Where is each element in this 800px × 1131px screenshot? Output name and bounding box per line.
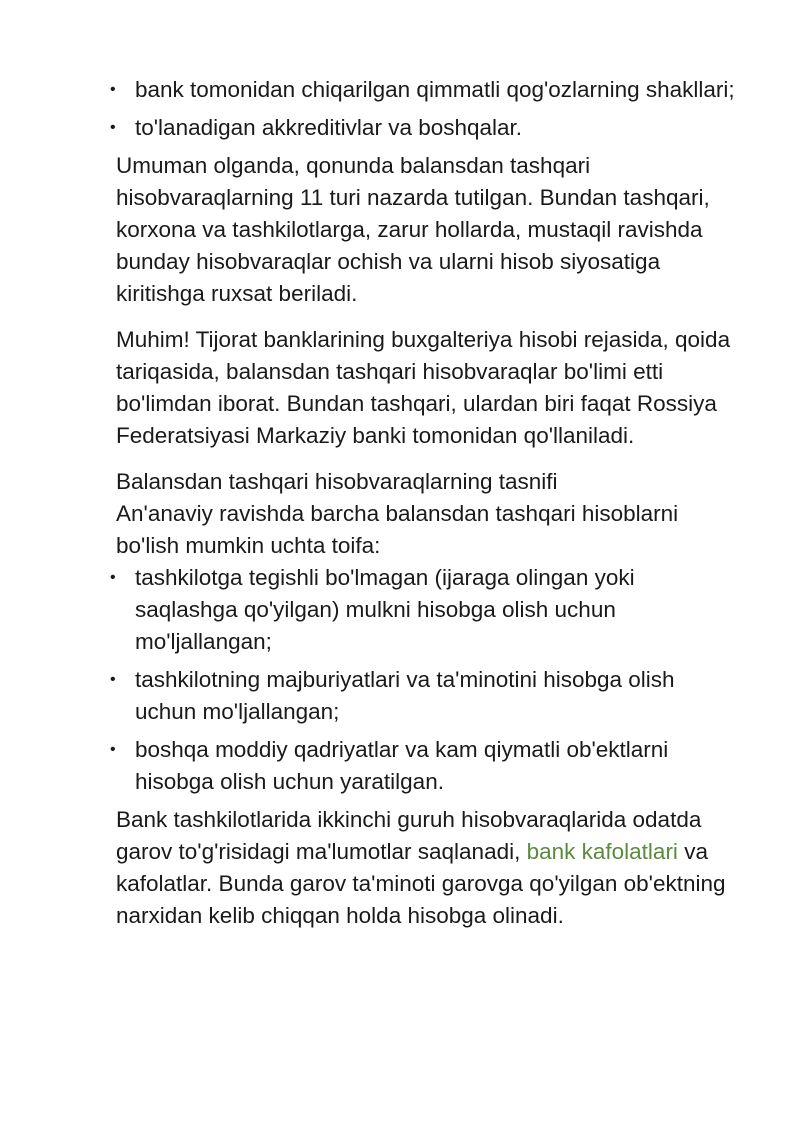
list-item-text: tashkilotga tegishli bo'lmagan (ijaraga olingan yoki saqlashga qo'yilgan) mulkni hisobga olish uchun mo'ljallangan; [135,565,635,654]
paragraph-bank-guarantees [116,804,740,932]
bullet-icon: • [110,119,116,136]
bullet-icon: • [110,569,116,586]
list-item-text: bank tomonidan chiqarilgan qimmatli qog'ozlarning shakllari; [135,77,735,102]
bank-guarantees-link[interactable]: bank kafolatlari [526,839,678,864]
category-bullet-list [110,562,740,798]
paragraph-categories-intro: An'anaviy ravishda barcha balansdan tashqari hisoblarni bo'lish mumkin uchta toifa: [116,501,679,558]
list-item-text: boshqa moddiy qadriyatlar va kam qiymatli ob'ektlarni hisobga olish uchun yaratilgan. [135,737,669,794]
list-item [110,112,740,144]
section-heading: Balansdan tashqari hisobvaraqlarning tasnifi [116,469,558,494]
paragraph-text-start: Bank tashkilotlarida ikkinchi guruh hisobvaraqlarida odatda garov to'g'risidagi ma'lumotlar saqlanadi, [116,807,702,864]
list-item-text: tashkilotning majburiyatlari va ta'minotini hisobga olish uchun mo'ljallangan; [135,667,675,724]
bullet-icon: • [110,741,116,758]
paragraph-accounts-count: Umuman olganda, qonunda balansdan tashqari hisobvaraqlarning 11 turi nazarda tutilgan. Bundan tashqari, korxona va tashkilotlarga, zarur hollarda, mustaqil ravishda bunday hisobvaraqlar ochish va ularni hisob siyosatiga kiritishga ruxsat beriladi. [116,153,710,306]
top-bullet-list [110,74,740,144]
list-item [110,562,740,658]
paragraph-text-end: va kafolatlar. Bunda garov ta'minoti garovga qo'yilgan ob'ektning narxidan kelib chiqqan holda hisobga olinadi. [116,839,726,928]
list-item-text: to'lanadigan akkreditivlar va boshqalar. [135,115,523,140]
list-item [110,664,740,728]
bullet-icon: • [110,671,116,688]
list-item [110,734,740,798]
paragraph-important-note: Muhim! Tijorat banklarining buxgalteriya hisobi rejasida, qoida tariqasida, balansdan tashqari hisobvaraqlar bo'limi etti bo'limdan iborat. Bundan tashqari, ulardan biri faqat Rossiya Federatsiyasi Markaziy banki tomonidan qo'llaniladi. [116,327,731,448]
bullet-icon: • [110,81,116,98]
list-item [110,74,740,106]
